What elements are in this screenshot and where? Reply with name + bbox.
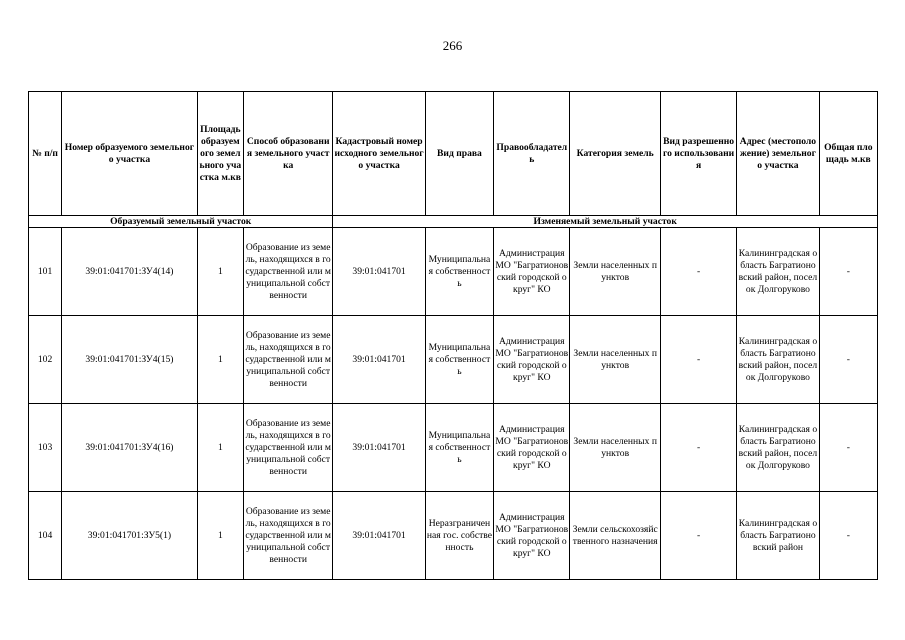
cell-right-type: Муниципальная собственность	[425, 228, 493, 316]
cell-parcel-number: 39:01:041701:ЗУ4(15)	[62, 316, 198, 404]
table-row	[29, 316, 878, 404]
cell-category: Земли населенных пунктов	[570, 228, 660, 316]
cell-method: Образование из земель, находящихся в государственной или муниципальной собственности	[243, 492, 332, 580]
cell-right-type: Муниципальная собственность	[425, 316, 493, 404]
cell-method: Образование из земель, находящихся в государственной или муниципальной собственности	[243, 316, 332, 404]
header-source-cadastral: Кадастровый номер исходного земельного участка	[333, 92, 425, 216]
cell-category: Земли населенных пунктов	[570, 316, 660, 404]
cell-area: 1	[197, 404, 243, 492]
cell-num: 103	[29, 404, 62, 492]
cell-method: Образование из земель, находящихся в государственной или муниципальной собственности	[243, 228, 332, 316]
cell-num: 101	[29, 228, 62, 316]
header-area: Площадь образуемого земельного участка м.кв	[197, 92, 243, 216]
section-formed-parcel: Образуемый земельный участок	[29, 216, 333, 228]
cell-address: Калининградская область Багратионовский район, поселок Долгоруково	[737, 316, 819, 404]
section-row	[29, 216, 878, 228]
cell-owner: Администрация МО "Багратионовский городской округ" КО	[494, 492, 570, 580]
cell-area: 1	[197, 492, 243, 580]
cell-total-area: -	[819, 492, 877, 580]
cell-parcel-number: 39:01:041701:ЗУ5(1)	[62, 492, 198, 580]
header-method: Способ образования земельного участка	[243, 92, 332, 216]
land-parcels-table	[28, 91, 878, 580]
cell-permitted-use: -	[660, 404, 736, 492]
cell-num: 104	[29, 492, 62, 580]
cell-method: Образование из земель, находящихся в государственной или муниципальной собственности	[243, 404, 332, 492]
header-parcel-number: Номер образуемого земельного участка	[62, 92, 198, 216]
cell-total-area: -	[819, 404, 877, 492]
cell-address: Калининградская область Багратионовский район	[737, 492, 819, 580]
cell-permitted-use: -	[660, 316, 736, 404]
section-changed-parcel: Изменяемый земельный участок	[333, 216, 878, 228]
cell-address: Калининградская область Багратионовский район, поселок Долгоруково	[737, 404, 819, 492]
cell-num: 102	[29, 316, 62, 404]
cell-area: 1	[197, 316, 243, 404]
cell-source-cadastral: 39:01:041701	[333, 404, 425, 492]
cell-right-type: Муниципальная собственность	[425, 404, 493, 492]
table-header-row	[29, 92, 878, 216]
cell-category: Земли населенных пунктов	[570, 404, 660, 492]
cell-parcel-number: 39:01:041701:ЗУ4(16)	[62, 404, 198, 492]
cell-parcel-number: 39:01:041701:ЗУ4(14)	[62, 228, 198, 316]
table-row	[29, 404, 878, 492]
cell-source-cadastral: 39:01:041701	[333, 316, 425, 404]
cell-source-cadastral: 39:01:041701	[333, 228, 425, 316]
page-number: 266	[442, 38, 463, 53]
cell-address: Калининградская область Багратионовский район, поселок Долгоруково	[737, 228, 819, 316]
header-num: № п/п	[29, 92, 62, 216]
cell-owner: Администрация МО "Багратионовский городской округ" КО	[494, 404, 570, 492]
cell-owner: Администрация МО "Багратионовский городской округ" КО	[494, 316, 570, 404]
header-right-type: Вид права	[425, 92, 493, 216]
header-owner: Правообладатель	[494, 92, 570, 216]
header-address: Адрес (местоположение) земельного участка	[737, 92, 819, 216]
cell-permitted-use: -	[660, 228, 736, 316]
cell-category: Земли сельскохозяйственного назначения	[570, 492, 660, 580]
cell-source-cadastral: 39:01:041701	[333, 492, 425, 580]
cell-area: 1	[197, 228, 243, 316]
cell-permitted-use: -	[660, 492, 736, 580]
header-category: Категория земель	[570, 92, 660, 216]
cell-total-area: -	[819, 316, 877, 404]
cell-total-area: -	[819, 228, 877, 316]
table-row	[29, 228, 878, 316]
header-total-area: Общая площадь м.кв	[819, 92, 877, 216]
cell-owner: Администрация МО "Багратионовский городской округ" КО	[494, 228, 570, 316]
cell-right-type: Неразграниченная гос. собственность	[425, 492, 493, 580]
header-permitted-use: Вид разрешенного использования	[660, 92, 736, 216]
table-row	[29, 492, 878, 580]
